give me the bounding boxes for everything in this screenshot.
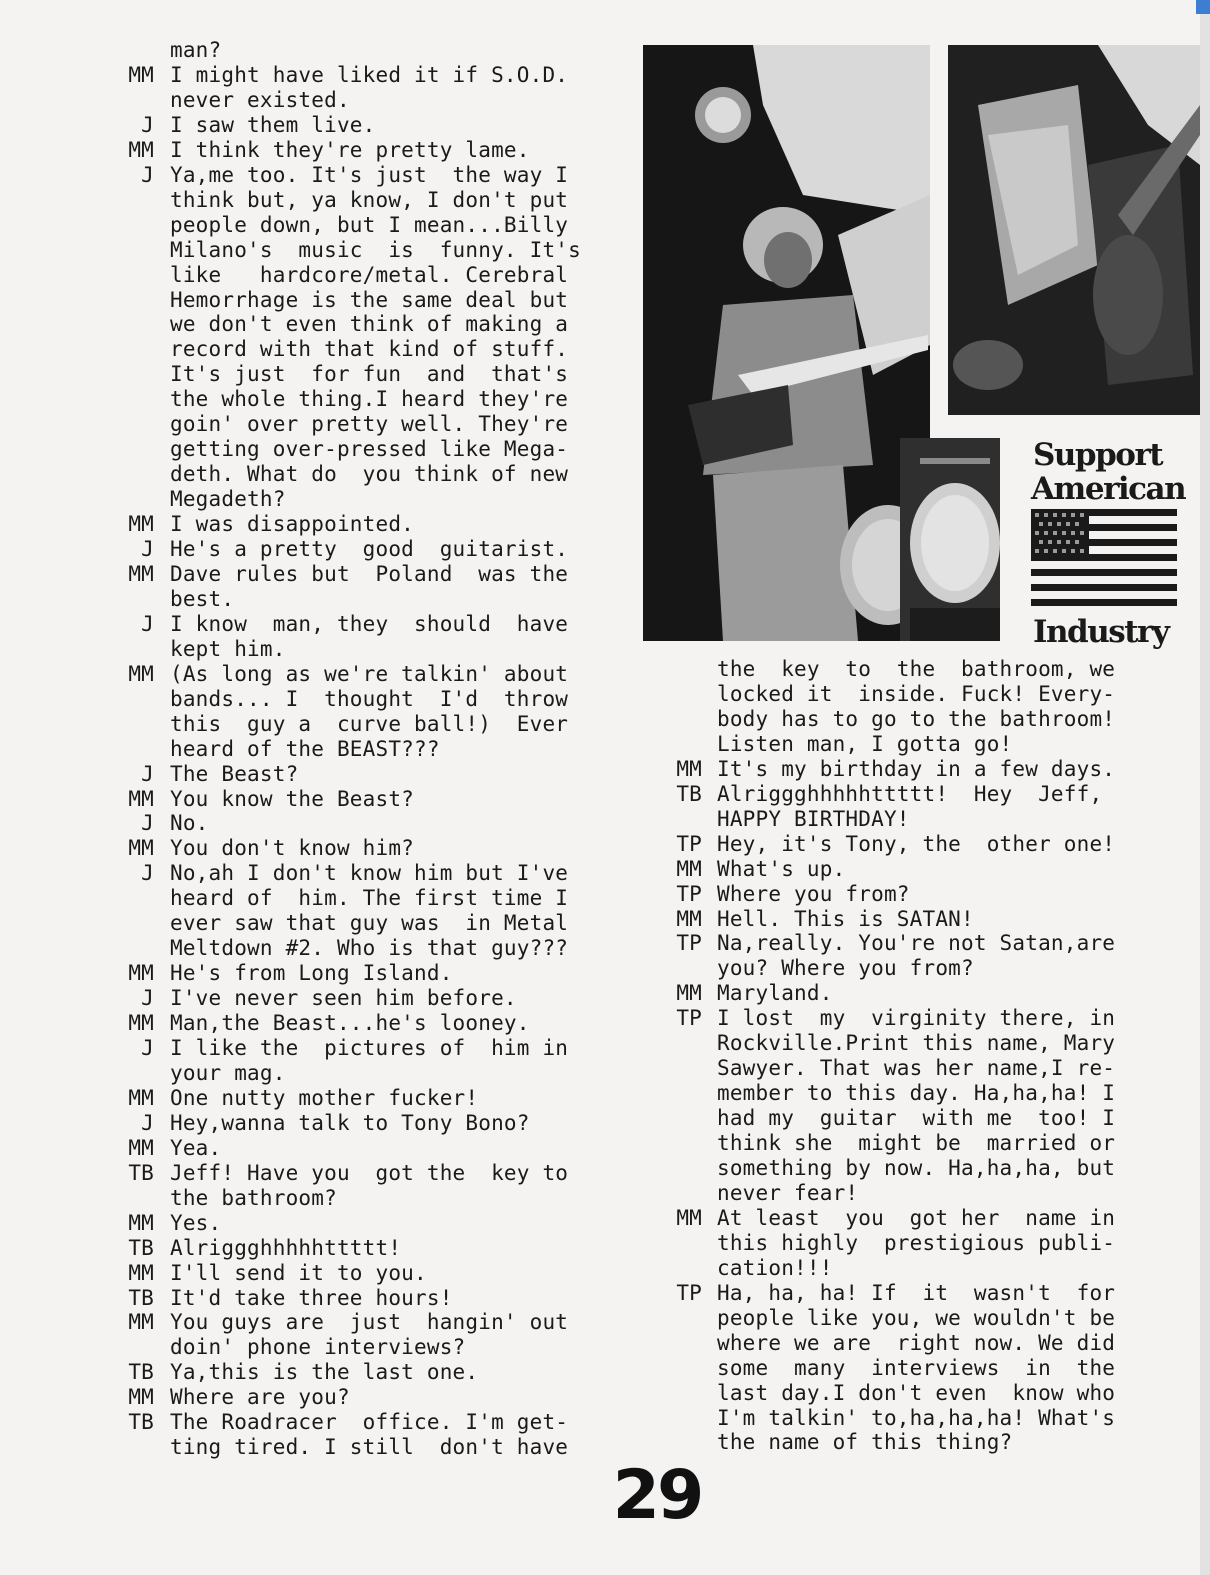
dialogue-text: I saw them live. xyxy=(170,112,376,137)
dialogue-text: deth. What do you think of new xyxy=(170,462,569,487)
speaker-initials: TP xyxy=(676,881,702,906)
dialogue-text: (As long as we're talkin' about xyxy=(170,661,569,686)
dialogue-text: think she might be married or xyxy=(717,1131,1116,1156)
dialogue-text: I think they're pretty lame. xyxy=(170,137,530,162)
dialogue-text: Jeff! Have you got the key to xyxy=(170,1160,569,1185)
speaker-initials: MM xyxy=(676,856,702,881)
dialogue-text: your mag. xyxy=(170,1060,286,1085)
photo-drum-kit xyxy=(900,438,1000,641)
dialogue-text: doin' phone interviews? xyxy=(170,1335,466,1360)
dialogue-text: some many interviews in the xyxy=(717,1355,1116,1380)
dialogue-text: where we are right now. We did xyxy=(717,1330,1116,1355)
dialogue-text: Dave rules but Poland was the xyxy=(170,561,569,586)
dialogue-text: Yea. xyxy=(170,1135,222,1160)
speaker-initials: TP xyxy=(676,1280,702,1305)
dialogue-text: Sawyer. That was her name,I re- xyxy=(717,1056,1116,1081)
speaker-initials: TP xyxy=(676,831,702,856)
dialogue-text: we don't even think of making a xyxy=(170,312,569,337)
dialogue-text: I'll send it to you. xyxy=(170,1260,427,1285)
speaker-initials: MM xyxy=(128,1385,154,1410)
dialogue-text: people down, but I mean...Billy xyxy=(170,212,569,237)
speaker-initials: MM xyxy=(128,137,154,162)
dialogue-text: had my guitar with me too! I xyxy=(717,1106,1116,1131)
speaker-initials: MM xyxy=(128,1260,154,1285)
speaker-initials: MM xyxy=(128,62,154,87)
speaker-initials: MM xyxy=(128,661,154,686)
speaker-initials: J xyxy=(141,986,154,1011)
photo-guitarist-playing xyxy=(643,45,930,641)
dialogue-text: Ya,this is the last one. xyxy=(170,1360,479,1385)
dialogue-text: ting tired. I still don't have xyxy=(170,1435,569,1460)
dialogue-text: member to this day. Ha,ha,ha! I xyxy=(717,1081,1116,1106)
dialogue-text: ever saw that guy was in Metal xyxy=(170,911,569,936)
dialogue-text: Ya,me too. It's just the way I xyxy=(170,162,569,187)
speaker-initials: MM xyxy=(676,1205,702,1230)
speaker-initials: TB xyxy=(676,781,702,806)
dialogue-text: the name of this thing? xyxy=(717,1430,1013,1455)
speaker-initials: MM xyxy=(676,756,702,781)
dialogue-text: think but, ya know, I don't put xyxy=(170,187,569,212)
dialogue-text: the key to the bathroom, we xyxy=(717,657,1116,681)
speaker-initials: J xyxy=(141,811,154,836)
dialogue-text: cation!!! xyxy=(717,1255,833,1280)
dialogue-text: He's from Long Island. xyxy=(170,961,453,986)
dialogue-text: Alriggghhhhhttttt! xyxy=(170,1235,402,1260)
speaker-initials: J xyxy=(141,1036,154,1060)
speaker-initials: TB xyxy=(128,1285,154,1310)
dialogue-text: Alriggghhhhhttttt! Hey Jeff, xyxy=(717,781,1103,806)
support-american-industry-ad xyxy=(1028,437,1186,652)
dialogue-text: the whole thing.I heard they're xyxy=(170,387,569,412)
dialogue-text: getting over-pressed like Mega- xyxy=(170,437,569,462)
dialogue-text: What's up. xyxy=(717,856,846,881)
speaker-initials: MM xyxy=(676,906,702,931)
dialogue-text: Hell. This is SATAN! xyxy=(717,906,974,931)
dialogue-text: record with that kind of stuff. xyxy=(170,337,569,362)
dialogue-text: never fear! xyxy=(717,1180,859,1205)
dialogue-text: I might have liked it if S.O.D. xyxy=(170,62,569,87)
speaker-initials: J xyxy=(141,761,154,786)
dialogue-text: I was disappointed. xyxy=(170,512,415,537)
speaker-initials: J xyxy=(141,162,154,187)
dialogue-text: this guy a curve ball!) Ever xyxy=(170,711,569,736)
speaker-initials: J xyxy=(141,1110,154,1135)
interview-column-right xyxy=(668,657,1183,1457)
dialogue-text: HAPPY BIRTHDAY! xyxy=(717,806,910,831)
dialogue-text: kept him. xyxy=(170,636,286,661)
speaker-initials: J xyxy=(141,112,154,137)
speaker-initials: MM xyxy=(128,1210,154,1235)
photo-guitarist-long-hair xyxy=(948,45,1200,415)
dialogue-text: something by now. Ha,ha,ha, but xyxy=(717,1156,1116,1180)
american-flag-icon xyxy=(1031,509,1177,609)
speaker-initials: MM xyxy=(128,1011,154,1036)
dialogue-text: man? xyxy=(170,38,222,62)
dialogue-text: One nutty mother fucker! xyxy=(170,1085,479,1110)
dialogue-text: locked it inside. Fuck! Every- xyxy=(717,681,1116,706)
speaker-initials: MM xyxy=(128,512,154,537)
dialogue-text: Man,the Beast...he's looney. xyxy=(170,1011,530,1036)
dialogue-text: No,ah I don't know him but I've xyxy=(170,861,569,886)
dialogue-text: The Roadracer office. I'm get- xyxy=(170,1410,569,1435)
speaker-initials: J xyxy=(141,537,154,561)
dialogue-text: Megadeth? xyxy=(170,487,286,512)
dialogue-text: last day.I don't even know who xyxy=(717,1380,1116,1405)
dialogue-text: heard of him. The first time I xyxy=(170,886,569,911)
dialogue-text: It'd take three hours! xyxy=(170,1285,453,1310)
speaker-initials: MM xyxy=(128,786,154,811)
dialogue-text: No. xyxy=(170,811,209,836)
dialogue-text: Hemorrhage is the same deal but xyxy=(170,287,569,312)
dialogue-text: Hey, it's Tony, the other one! xyxy=(717,831,1116,856)
dialogue-text: goin' over pretty well. They're xyxy=(170,412,569,437)
speaker-initials: MM xyxy=(676,981,702,1006)
speaker-initials: TB xyxy=(128,1160,154,1185)
dialogue-text: Yes. xyxy=(170,1210,222,1235)
dialogue-text: like hardcore/metal. Cerebral xyxy=(170,262,569,287)
dialogue-text: I lost my virginity there, in xyxy=(717,1006,1116,1031)
dialogue-text: You don't know him? xyxy=(170,836,415,861)
dialogue-text: It's my birthday in a few days. xyxy=(717,756,1116,781)
dialogue-text: never existed. xyxy=(170,87,350,112)
speaker-initials: MM xyxy=(128,1310,154,1335)
dialogue-text: I've never seen him before. xyxy=(170,986,517,1011)
dialogue-text: The Beast? xyxy=(170,761,299,786)
dialogue-text: best. xyxy=(170,586,235,611)
ad-line-american: American xyxy=(1031,471,1186,507)
dialogue-text: bands... I thought I'd throw xyxy=(170,686,569,711)
page-edge xyxy=(1200,0,1210,1575)
speaker-initials: MM xyxy=(128,1085,154,1110)
ad-line-industry: Industry xyxy=(1033,614,1169,650)
speaker-initials: TB xyxy=(128,1410,154,1435)
speaker-initials: MM xyxy=(128,836,154,861)
speaker-initials: J xyxy=(141,611,154,636)
dialogue-text: Meltdown #2. Who is that guy??? xyxy=(170,936,569,961)
dialogue-text: Maryland. xyxy=(717,981,833,1006)
page-edge-mark xyxy=(1196,0,1210,14)
dialogue-text: Where you from? xyxy=(717,881,910,906)
dialogue-text: people like you, we wouldn't be xyxy=(717,1305,1116,1330)
dialogue-text: I know man, they should have xyxy=(170,611,569,636)
dialogue-text: Where are you? xyxy=(170,1385,350,1410)
speaker-initials: J xyxy=(141,861,154,886)
dialogue-text: At least you got her name in xyxy=(717,1205,1116,1230)
dialogue-text: You guys are just hangin' out xyxy=(170,1310,569,1335)
dialogue-text: Hey,wanna talk to Tony Bono? xyxy=(170,1110,530,1135)
dialogue-text: He's a pretty good guitarist. xyxy=(170,537,569,561)
dialogue-text: the bathroom? xyxy=(170,1185,337,1210)
dialogue-text: body has to go to the bathroom! xyxy=(717,706,1116,731)
dialogue-text: this highly prestigious publi- xyxy=(717,1230,1116,1255)
speaker-initials: TP xyxy=(676,1006,702,1031)
speaker-initials: MM xyxy=(128,1135,154,1160)
page-number: 29 xyxy=(612,1456,702,1535)
speaker-initials: TB xyxy=(128,1235,154,1260)
speaker-initials: TP xyxy=(676,931,702,956)
dialogue-text: heard of the BEAST??? xyxy=(170,736,440,761)
dialogue-text: I'm talkin' to,ha,ha,ha! What's xyxy=(717,1405,1116,1430)
dialogue-text: Milano's music is funny. It's xyxy=(170,237,581,262)
dialogue-text: Listen man, I gotta go! xyxy=(717,731,1013,756)
speaker-initials: MM xyxy=(128,961,154,986)
dialogue-text: It's just for fun and that's xyxy=(170,362,569,387)
dialogue-text: Na,really. You're not Satan,are xyxy=(717,931,1116,956)
dialogue-text: I like the pictures of him in xyxy=(170,1036,569,1060)
speaker-initials: MM xyxy=(128,561,154,586)
dialogue-text: Rockville.Print this name, Mary xyxy=(717,1031,1116,1056)
dialogue-text: you? Where you from? xyxy=(717,956,974,981)
ad-line-support: Support xyxy=(1033,437,1163,473)
dialogue-text: Ha, ha, ha! If it wasn't for xyxy=(717,1280,1116,1305)
dialogue-text: You know the Beast? xyxy=(170,786,415,811)
speaker-initials: TB xyxy=(128,1360,154,1385)
interview-column-left xyxy=(120,38,640,1463)
